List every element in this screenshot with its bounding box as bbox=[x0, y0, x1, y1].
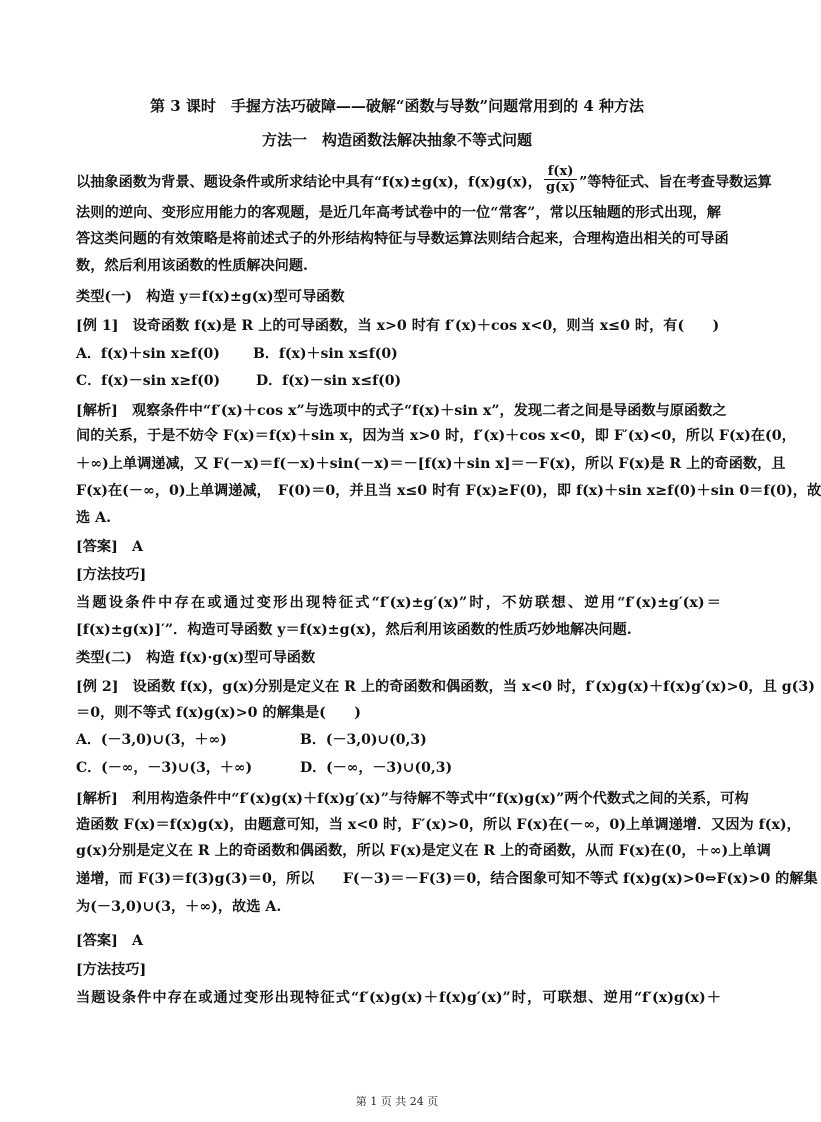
intro-line-1 bbox=[76, 164, 772, 195]
example1-question: [例 1] 设奇函数 f(x)是 R 上的可导函数，当 x>0 时有 f′(x)＋cos x<0，则当 x≤0 时，有( ) bbox=[76, 318, 720, 334]
example2-answer: [答案] A bbox=[76, 933, 143, 949]
example1-analysis-line-4: F(x)在(－∞，0)上单调递减， F(0)＝0，并且当 x≤0 时有 F(x)≥F(0)，即 f(x)＋sin x≥f(0)＋sin 0＝f(0)，故 bbox=[76, 483, 821, 499]
example1-analysis-line-1: [解析] 观察条件中“f′(x)＋cos x”与选项中的式子“f(x)＋sin x”，发现二者之间是导函数与原函数之 bbox=[76, 403, 727, 419]
example1-answer: [答案] A bbox=[76, 539, 143, 555]
example1-option-b: B．f(x)＋sin x≤f(0) bbox=[253, 346, 398, 362]
example1-option-a: A．f(x)＋sin x≥f(0) bbox=[76, 346, 220, 362]
type2-heading: 类型(二) 构造 f(x)·g(x)型可导函数 bbox=[76, 650, 316, 666]
type2-tip-line-1: 当题设条件中存在或通过变形出现特征式“f′(x)g(x)＋f(x)g′(x)”时，可联想、逆用“f′(x)g(x)＋ bbox=[76, 990, 721, 1006]
example2-analysis-line-5: 为(－3,0)∪(3，＋∞)，故选 A. bbox=[76, 899, 282, 915]
type1-tip-line-2: [f(x)±g(x)]′”．构造可导函数 y＝f(x)±g(x)，然后利用该函数的性质巧妙地解决问题. bbox=[76, 622, 632, 638]
example2-option-c: C．(－∞，－3)∪(3，＋∞) bbox=[76, 760, 253, 776]
example2-option-b: B．(－3,0)∪(0,3) bbox=[300, 732, 427, 748]
page-footer: 第 1 页 共 24 页 bbox=[355, 1095, 439, 1108]
example1-analysis-line-2: 间的关系，于是不妨令 F(x)＝f(x)＋sin x，因为当 x>0 时，f′(x)＋cos x<0，即 F′(x)<0，所以 F(x)在(0， bbox=[76, 428, 796, 444]
example2-analysis-line-4: 递增，而 F(3)＝f(3)g(3)＝0，所以 F(－3)＝－F(3)＝0，结合图象可知不等式 f(x)g(x)>0⇔F(x)>0 的解集 bbox=[76, 871, 818, 887]
type1-tip-heading: [方法技巧] bbox=[76, 567, 147, 583]
intro-text-b: ”等特征式、旨在考查导数运算 bbox=[579, 174, 772, 191]
example1-analysis-line-5: 选 A. bbox=[76, 510, 112, 526]
type2-tip-heading: [方法技巧] bbox=[76, 962, 147, 978]
fraction-denominator: g(x) bbox=[545, 180, 576, 195]
intro-line-2: 法则的逆向、变形应用能力的客观题，是近几年高考试卷中的一位“常客”，常以压轴题的形式出现，解 bbox=[76, 205, 721, 221]
example1-analysis-line-3: ＋∞)上单调递减，又 F(－x)＝f(－x)＋sin(－x)＝－[f(x)＋sin x]＝－F(x)，所以 F(x)是 R 上的奇函数，且 bbox=[76, 456, 786, 472]
example2-analysis-line-2: 造函数 F(x)＝f(x)g(x)，由题意可知，当 x<0 时，F′(x)>0，所以 F(x)在(－∞，0)上单调递增．又因为 f(x)， bbox=[76, 817, 801, 833]
example2-option-a: A．(－3,0)∪(3，＋∞) bbox=[76, 732, 227, 748]
example2-analysis-line-1: [解析] 利用构造条件中“f′(x)g(x)＋f(x)g′(x)”与待解不等式中“f(x)g(x)”两个代数式之间的关系，可构 bbox=[76, 791, 749, 807]
example2-option-d: D．(－∞，－3)∪(0,3) bbox=[300, 760, 453, 776]
example2-question-line-2: ＝0，则不等式 f(x)g(x)>0 的解集是( ) bbox=[76, 705, 361, 721]
intro-text-a: 以抽象函数为背景、题设条件或所求结论中具有“f(x)±g(x)，f(x)g(x)， bbox=[76, 174, 542, 191]
example1-option-d: D．f(x)－sin x≤f(0) bbox=[256, 373, 402, 389]
example1-option-c: C．f(x)－sin x≥f(0) bbox=[76, 373, 221, 389]
type1-heading: 类型(一) 构造 y＝f(x)±g(x)型可导函数 bbox=[76, 289, 345, 305]
example2-analysis-line-3: g(x)分别是定义在 R 上的奇函数和偶函数，所以 F(x)是定义在 R 上的奇函数，从而 F(x)在(0，＋∞)上单调 bbox=[76, 843, 771, 859]
intro-line-3: 答这类问题的有效策略是将前述式子的外形结构特征与导数运算法则结合起来，合理构造出相关的可导函 bbox=[76, 231, 729, 247]
example2-question-line-1: [例 2] 设函数 f(x)，g(x)分别是定义在 R 上的奇函数和偶函数，当 x<0 时，f′(x)g(x)＋f(x)g′(x)>0，且 g(3) bbox=[76, 679, 815, 695]
intro-line-4: 数，然后利用该函数的性质解决问题. bbox=[76, 258, 308, 274]
type1-tip-line-1: 当题设条件中存在或通过变形出现特征式“f′(x)±g′(x)”时，不妨联想、逆用“f′(x)±g′(x)＝ bbox=[76, 595, 721, 611]
section-subtitle: 方法一 构造函数法解决抽象不等式问题 bbox=[261, 131, 532, 149]
fraction-numerator: f(x) bbox=[544, 164, 577, 180]
fraction bbox=[544, 164, 577, 195]
page-title: 第 3 课时 手握方法巧破障——破解“函数与导数”问题常用到的 4 种方法 bbox=[149, 97, 645, 115]
